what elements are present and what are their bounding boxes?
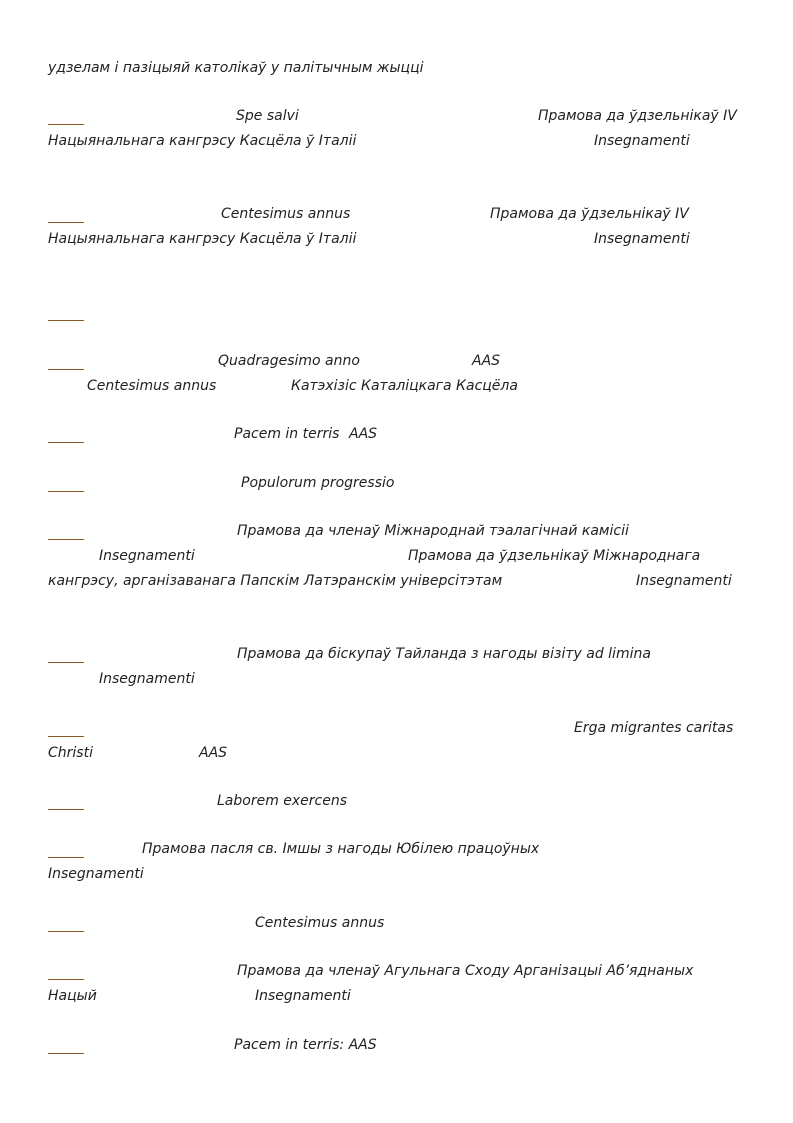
note-text: Pacem in terris: AAS [234, 1037, 377, 1053]
note-text: Insegnamenti [99, 671, 195, 687]
note-text: Прамова да біскупаў Тайланда з нагоды візіту ad limina [237, 646, 651, 662]
note-text: Quadragesimo anno [218, 353, 360, 369]
note-text: Centesimus annus [221, 206, 351, 222]
note-text: Centesimus annus [87, 378, 217, 394]
footnote-marker [48, 720, 84, 737]
note-text: AAS [472, 353, 501, 369]
note-text: Нацый [48, 988, 97, 1004]
note-text: Christi [48, 745, 93, 761]
note-text: кангрэсу, арганізаванага Папскім Латэранскім універсітэтам [48, 573, 503, 589]
footnote-marker [48, 206, 84, 223]
note-text: AAS [199, 745, 228, 761]
note-text: Прамова да членаў Агульнага Сходу Арганізацыі Аб’яднаных [237, 963, 694, 979]
note-text: Centesimus annus [255, 915, 385, 931]
note-text: Erga migrantes caritas [574, 720, 734, 736]
note-text: Нацыянальнага кангрэсу Касцёла ў Італіі [48, 231, 357, 247]
note-text: Spe salvi [236, 108, 299, 124]
footnote-marker [48, 1037, 84, 1054]
note-text: Прамова пасля св. Імшы з нагоды Юбілею працоўных [142, 841, 540, 857]
footnote-marker [48, 841, 84, 858]
footnote-marker [48, 426, 84, 443]
footnote-marker [48, 523, 84, 540]
intro-line: удзелам і пазіцыяй католікаў у палітычным жыцці [48, 60, 424, 76]
note-text: Pacem in terris [234, 426, 340, 442]
note-text: Нацыянальнага кангрэсу Касцёла ў Італіі [48, 133, 357, 149]
note-text: Прамова да ўдзельнікаў IV [490, 206, 689, 222]
footnote-marker [48, 963, 84, 980]
note-text: AAS [349, 426, 378, 442]
note-text: Laborem exercens [217, 793, 348, 809]
footnote-marker [48, 915, 84, 932]
note-text: Insegnamenti [255, 988, 351, 1004]
footnote-marker [48, 304, 84, 321]
note-text: Insegnamenti [48, 866, 144, 882]
note-text: Прамова да ўдзельнікаў Міжнароднага [408, 548, 701, 564]
note-text: Populorum progressio [241, 475, 395, 491]
footnote-marker [48, 646, 84, 663]
note-text: Insegnamenti [594, 231, 690, 247]
footnote-marker [48, 793, 84, 810]
note-text: Катэхізіс Каталіцкага Касцёла [291, 378, 518, 394]
note-text: Прамова да ўдзельнікаў IV [538, 108, 737, 124]
note-text: Insegnamenti [99, 548, 195, 564]
note-text: Прамова да членаў Міжнароднай тэалагічнай камісіі [237, 523, 629, 539]
note-text: Insegnamenti [594, 133, 690, 149]
footnote-marker [48, 475, 84, 492]
note-text: Insegnamenti [636, 573, 732, 589]
footnote-marker [48, 108, 84, 125]
footnote-marker [48, 353, 84, 370]
